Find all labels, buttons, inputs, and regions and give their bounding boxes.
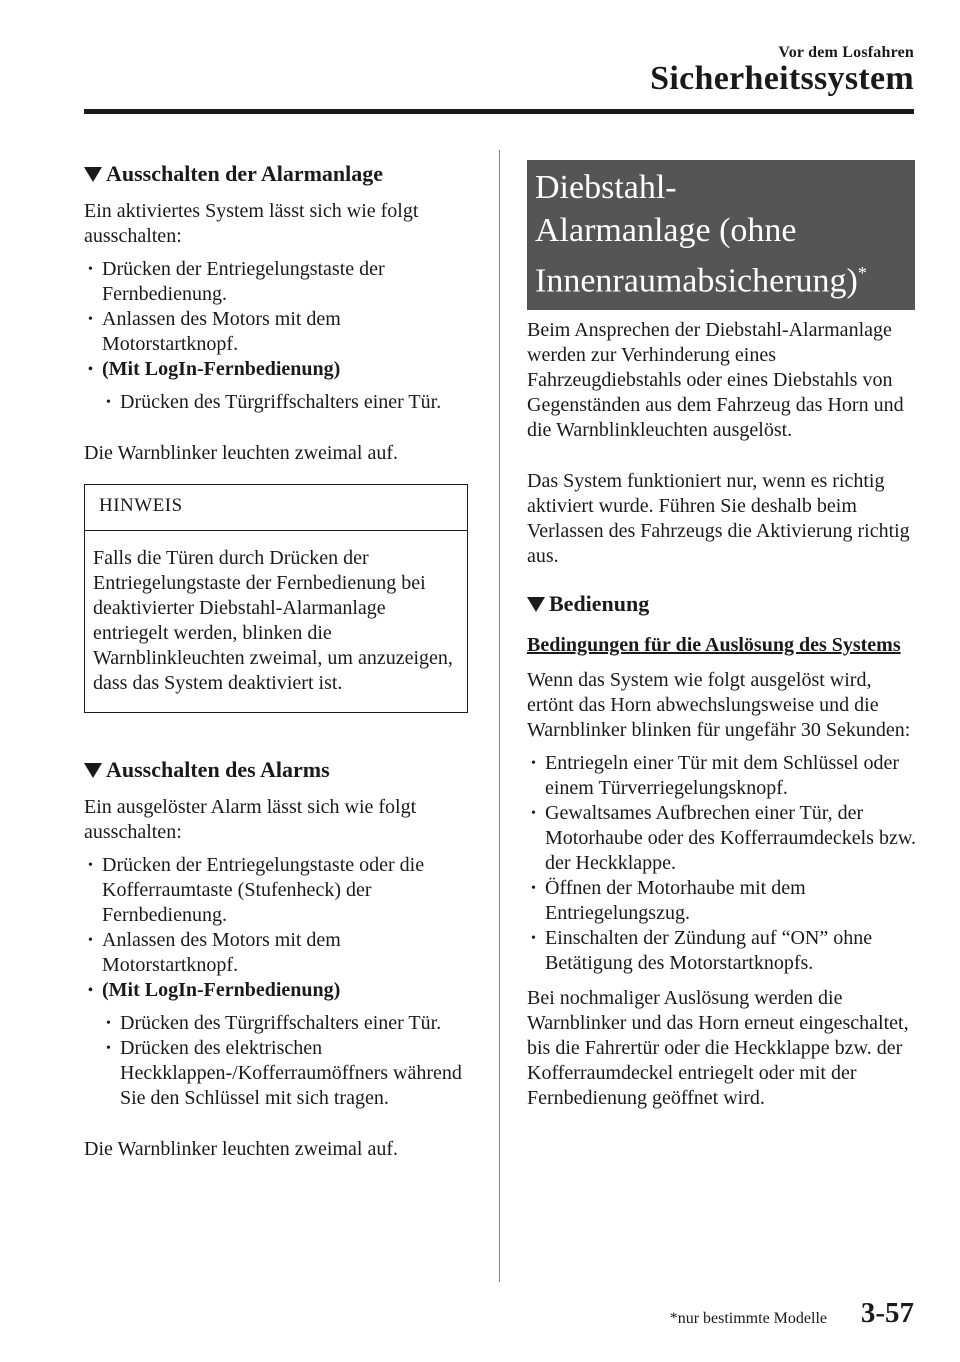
paragraph: Ein ausgelöster Alarm lässt sich wie folgt ausschalten: (84, 796, 417, 843)
paragraph: Das System funktioniert nur, wenn es richtig aktiviert wurde. Führen Sie deshalb beim Verlassen des Fahrzeugs die Aktivierung richtig aus. (527, 470, 910, 568)
list-item: • Anlassen des Motors mit dem Motorstartknopf. (84, 307, 474, 357)
column-divider (499, 150, 500, 1282)
list-item: • Anlassen des Motors mit dem Motorstartknopf. (84, 928, 474, 978)
paragraph: Bei nochmaliger Auslösung werden die Warnblinker und das Horn erneut eingeschaltet, bis die Fahrertür oder die Heckklappe bzw. der Kofferraumdeckel entriegelt oder mit der Fernbedienung geöffnet wird. (527, 987, 909, 1110)
heading-alarm-stop (84, 755, 474, 785)
heading-operation (527, 589, 919, 619)
triangle-down-icon (84, 763, 102, 778)
heading-operation-text: Bedienung (549, 591, 650, 617)
banner-line: Alarmanlage (ohne (535, 212, 797, 249)
bullet-list (84, 853, 474, 1003)
paragraph: Die Warnblinker leuchten zweimal auf. (84, 1138, 399, 1160)
list-item: • (Mit LogIn-Fernbedienung) (84, 357, 474, 382)
footnote-mark: * (857, 263, 867, 283)
section-banner (527, 160, 915, 310)
bullet-list (84, 257, 474, 382)
note-box (84, 484, 468, 713)
triangle-down-icon (84, 167, 102, 182)
heading-alarm-off-text: Ausschalten der Alarmanlage (106, 161, 384, 186)
section-title: Sicherheitssystem (650, 60, 914, 97)
sub-bullet-list (102, 390, 474, 415)
chapter-title: Vor dem Losfahren (778, 44, 914, 61)
paragraph: Wenn das System wie folgt ausgelöst wird, ertönt das Horn abwechslungsweise und die Warnblinker blinken für ungefähr 30 Sekunden: (527, 669, 911, 742)
list-item: • (Mit LogIn-Fernbedienung) (84, 978, 474, 1003)
note-body: Falls die Türen durch Drücken der Entriegelungstaste der Fernbedienung bei deaktivierter Diebstahl-Alarmanlage entriegelt werden, blinken die Warnblinkleuchten zweimal, um anzuzeigen, dass das System deaktiviert ist. (93, 547, 453, 694)
note-heading: HINWEIS (85, 485, 467, 531)
paragraph: Beim Ansprechen der Diebstahl-Alarmanlage werden zur Verhinderung eines Fahrzeugdiebstahls oder eines Diebstahls von Gegenständen aus dem Fahrzeug das Horn und die Warnblinkleuchten ausgelöst. (527, 319, 904, 442)
page-number: 3-57 (860, 1297, 914, 1329)
heading-alarm-stop-text: Ausschalten des Alarms (106, 757, 330, 782)
paragraph: Die Warnblinker leuchten zweimal auf. (84, 442, 399, 464)
list-item: • Drücken der Entriegelungstaste oder die Kofferraumtaste (Stufenheck) der Fernbedienung. (84, 853, 474, 928)
sub-bullet-list (102, 1011, 474, 1111)
heading-alarm-off (84, 159, 474, 189)
list-item: • Gewaltsames Aufbrechen einer Tür, der Motorhaube oder des Kofferraumdeckels bzw. der Heckklappe. (527, 801, 919, 876)
list-item: • Drücken der Entriegelungstaste der Fernbedienung. (84, 257, 474, 307)
right-column (527, 150, 919, 1111)
paragraph: Ein aktiviertes System lässt sich wie folgt ausschalten: (84, 200, 419, 247)
list-item: • Öffnen der Motorhaube mit dem Entriegelungszug. (527, 876, 919, 926)
banner-line-text: Innenraumabsicherung) (535, 262, 858, 300)
bullet-list (527, 751, 919, 976)
list-item: • Drücken des Türgriffschalters einer Tür. (102, 390, 474, 415)
header-rule (84, 109, 914, 114)
list-item: • Einschalten der Zündung auf “ON” ohne Betätigung des Motorstartknopfs. (527, 926, 919, 976)
banner-line: Diebstahl- (535, 169, 677, 206)
footnote: *nur bestimmte Modelle (669, 1310, 827, 1327)
banner-line (535, 252, 907, 302)
subheading: Bedingungen für die Auslösung des Systems (527, 634, 901, 657)
left-column (84, 150, 474, 1162)
list-item: • Drücken des elektrischen Heckklappen-/Kofferraumöffners während Sie den Schlüssel mit sich tragen. (102, 1036, 474, 1111)
list-item: • Drücken des Türgriffschalters einer Tür. (102, 1011, 474, 1036)
list-item: • Entriegeln einer Tür mit dem Schlüssel oder einem Türverriegelungsknopf. (527, 751, 919, 801)
triangle-down-icon (527, 597, 545, 612)
